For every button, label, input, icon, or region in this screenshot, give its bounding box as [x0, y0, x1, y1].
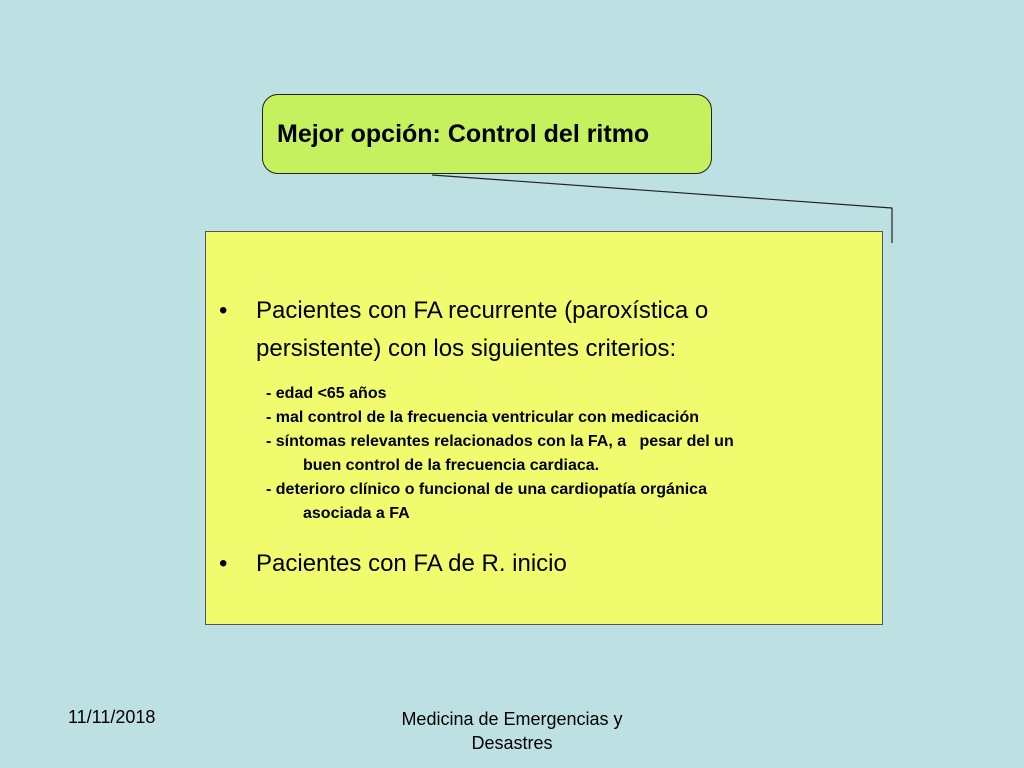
title-box	[262, 94, 712, 174]
content-box	[205, 231, 883, 625]
footer-title-line: Desastres	[471, 733, 553, 753]
criteria-item-continuation: buen control de la frecuencia cardiaca.	[303, 457, 600, 474]
criteria-item: - deterioro clínico o funcional de una cardiopatía orgánica	[266, 481, 707, 498]
bullet-line: Pacientes con FA de R. inicio	[256, 550, 567, 577]
footer-date: 11/11/2018	[68, 707, 156, 727]
bullet-text	[256, 545, 567, 583]
bullet-marker: •	[219, 297, 228, 324]
bullet-line: persistente) con los siguientes criterios:	[256, 335, 677, 362]
criteria-item: - edad <65 años	[266, 385, 387, 402]
footer-title	[360, 707, 664, 755]
criteria-item-continuation: asociada a FA	[303, 505, 410, 522]
bullet-line: Pacientes con FA recurrente (paroxística o	[256, 297, 709, 324]
criteria-list	[266, 382, 734, 526]
bullet-marker: •	[219, 550, 228, 577]
bullet-text	[256, 292, 708, 368]
slide-title: Mejor opción: Control del ritmo	[277, 119, 650, 148]
criteria-item: - síntomas relevantes relacionados con la FA, a pesar del un	[266, 433, 734, 450]
criteria-item: - mal control de la frecuencia ventricular con medicación	[266, 409, 700, 426]
footer-title-line: Medicina de Emergencias y	[401, 709, 623, 729]
